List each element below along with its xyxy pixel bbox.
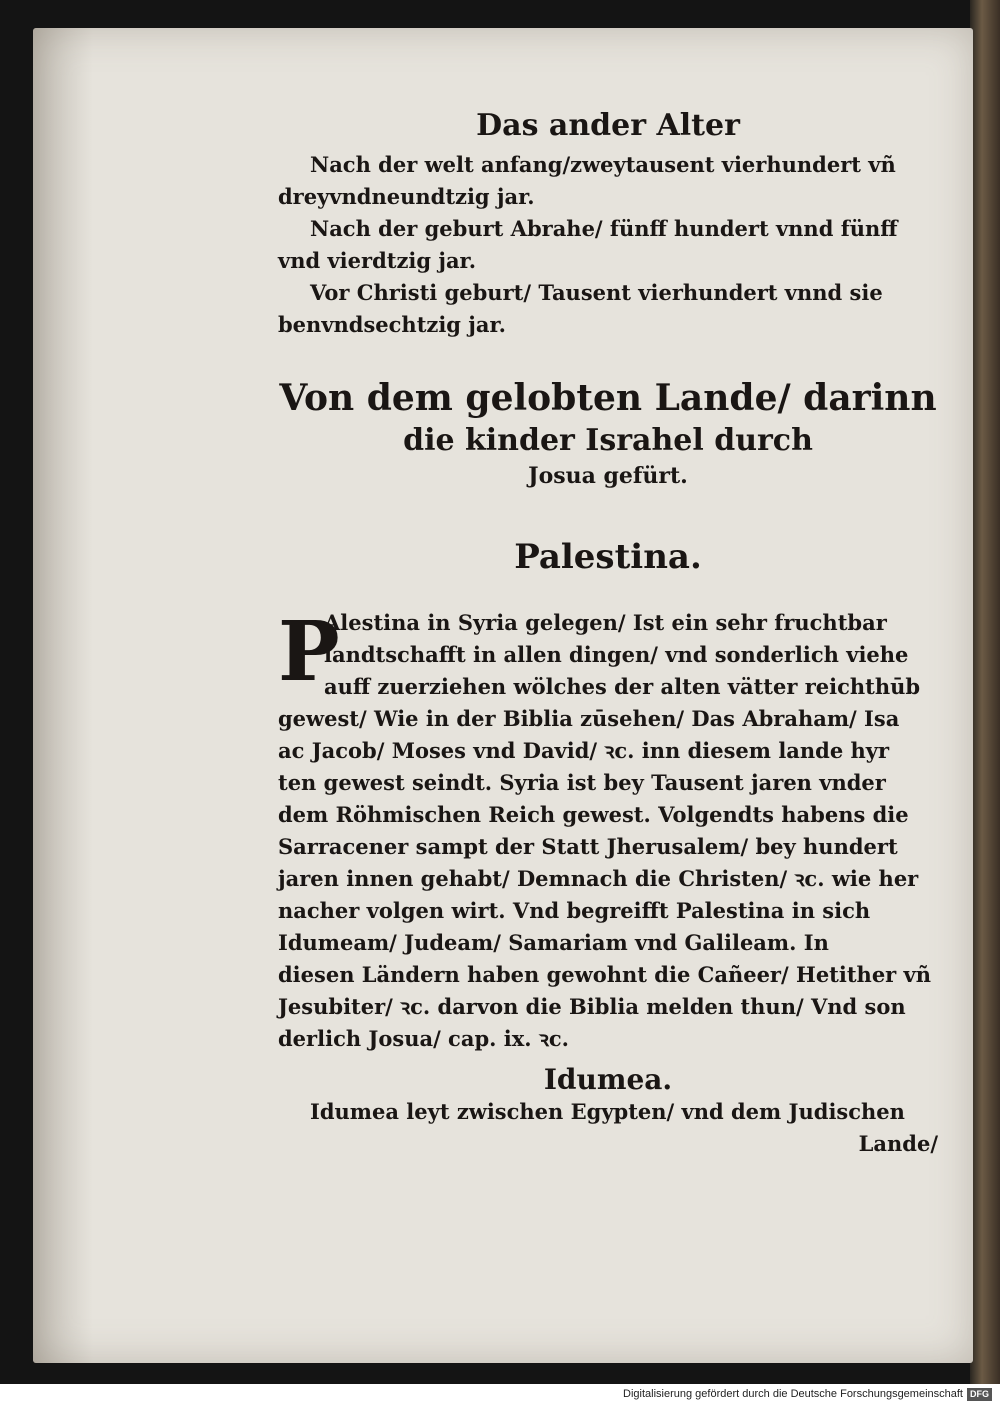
section-title: Palestina. — [514, 537, 702, 577]
body-line: gewest/ Wie in der Biblia zūsehen/ Das Abraham/ Isa — [278, 706, 900, 731]
spine-shadow — [33, 28, 93, 1363]
book-edge — [970, 0, 1000, 1384]
body-line: jaren innen gehabt/ Demnach die Christen/ ꝛc. wie her — [278, 866, 919, 891]
chapter-title-line: die kinder Israhel durch — [403, 423, 813, 458]
scanned-page — [33, 28, 973, 1363]
body-line: Idumeam/ Judeam/ Samariam vnd Galileam. In — [278, 930, 829, 955]
date-line: vnd vierdtzig jar. — [278, 248, 477, 273]
body-line: derlich Josua/ cap. ix. ꝛc. — [278, 1026, 569, 1051]
body-line: nacher volgen wirt. Vnd begreifft Palestina in sich — [278, 898, 871, 923]
date-line: benvndsechtzig jar. — [278, 312, 506, 337]
body-line: landtschafft in allen dingen/ vnd sonderlich viehe — [324, 642, 909, 667]
body-line: Idumea leyt zwischen Egypten/ vnd dem Judischen — [310, 1099, 905, 1124]
page-text — [278, 108, 938, 1160]
body-line: ten gewest seindt. Syria ist bey Tausent jaren vnder — [278, 770, 886, 795]
body-line: Sarracener sampt der Statt Jherusalem/ bey hundert — [278, 834, 898, 859]
footer-text: Digitalisierung gefördert durch die Deutsche Forschungsgemeinschaft — [623, 1388, 963, 1400]
body-line: Jesubiter/ ꝛc. darvon die Biblia melden thun/ Vnd son — [278, 994, 906, 1019]
body-paragraph — [278, 604, 938, 1055]
body-line: ac Jacob/ Moses vnd David/ ꝛc. inn diesem lande hyr — [278, 738, 890, 763]
body-line: Alestina in Syria gelegen/ Ist ein sehr fruchtbar — [324, 610, 887, 635]
body-line: auff zuerziehen wölches der alten vätter reichthūb — [324, 674, 921, 699]
dfg-logo: DFG — [967, 1388, 992, 1401]
subsection-title: Idumea. — [543, 1063, 673, 1096]
footer-credit — [0, 1384, 1000, 1404]
chapter-title-line: Josua gefürt. — [528, 463, 688, 489]
date-line: Nach der welt anfang/zweytausent vierhundert vñ — [310, 152, 896, 177]
catchword: Lande/ — [858, 1131, 938, 1156]
running-title: Das ander Alter — [476, 108, 740, 143]
date-line: Vor Christi geburt/ Tausent vierhundert vnnd sie — [310, 280, 883, 305]
date-line: dreyvndneundtzig jar. — [278, 184, 535, 209]
date-line: Nach der geburt Abrahe/ fünff hundert vnnd fünff — [310, 216, 898, 241]
body-line: diesen Ländern haben gewohnt die Cañeer/ Hetither vñ — [278, 962, 932, 987]
body-line: dem Röhmischen Reich gewest. Volgendts habens die — [278, 802, 909, 827]
chapter-title-line: Von dem gelobten Lande/ darinn — [279, 377, 937, 419]
chapter-title — [278, 375, 938, 491]
drop-cap: P — [278, 604, 340, 700]
